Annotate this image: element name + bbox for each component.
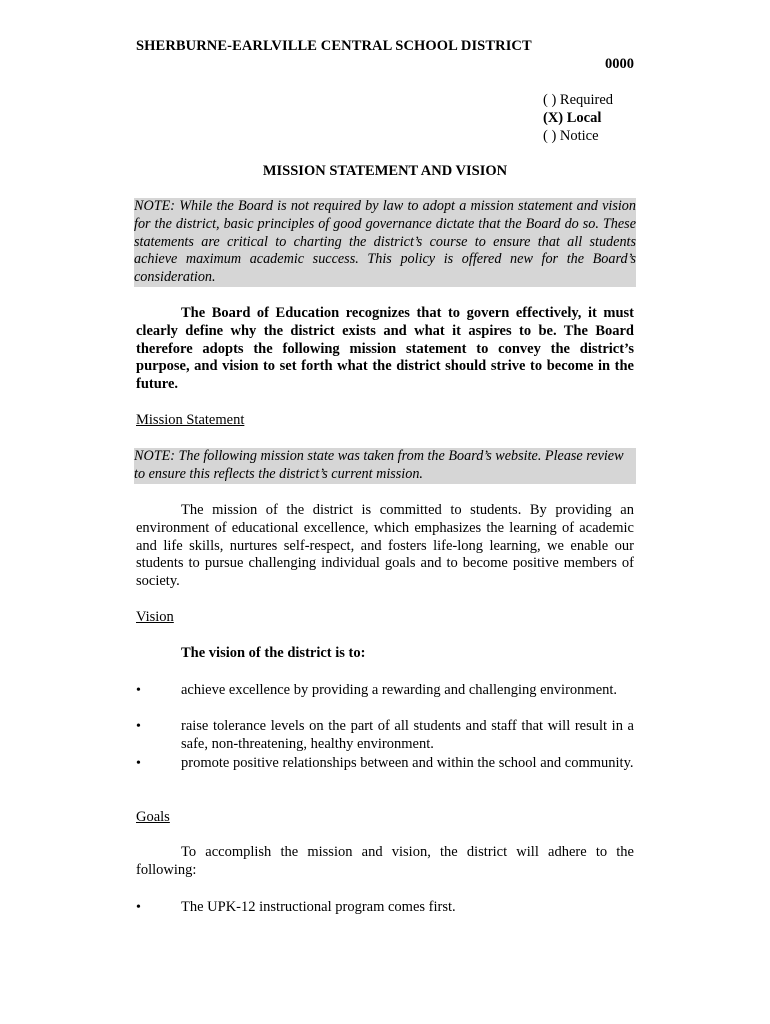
status-required: ( ) Required [543,92,614,108]
bullet-icon: • [136,756,141,771]
vision-intro: The vision of the district is to: [181,645,366,661]
goals-intro: To accomplish the mission and vision, the district will adhere to the following: [136,844,634,878]
vision-item: promote positive relationships between and within the school and community. [181,755,634,771]
board-note: NOTE: While the Board is not required by law to adopt a mission statement and vision for the district, basic principles of good governance dictate that the Board do so. These statements are critical to charting the district’s course to ensure that all students achieve maximum academic success. This policy is offered new for the Board’s consideration. [134,198,636,286]
vision-item: achieve excellence by providing a rewarding and challenging environment. [181,682,618,698]
page-title: MISSION STATEMENT AND VISION [262,163,508,179]
policy-number: 0000 [605,56,634,72]
goals-heading: Goals [136,809,170,825]
goals-item: The UPK-12 instructional program comes first. [181,899,456,915]
bullet-icon: • [136,719,141,734]
vision-heading: Vision [136,609,174,625]
mission-heading: Mission Statement [136,412,245,428]
mission-text: The mission of the district is committed to students. By providing an environment of educational excellence, which emphasizes the learning of academic and life skills, nurtures self-respect, and fosters life-long learning, we enable our students to pursue challenging individual goals and to become positive members of society. [136,502,634,590]
intro-paragraph: The Board of Education recognizes that to govern effectively, it must clearly define why the district exists and what it aspires to be. The Board therefore adopts the following mission statement to convey the district’s purpose, and vision to set forth what the district should strive to become in the future. [136,305,634,393]
district-name: SHERBURNE-EARLVILLE CENTRAL SCHOOL DISTRICT [136,38,532,54]
status-local: (X) Local [543,110,602,126]
bullet-icon: • [136,683,141,698]
status-notice: ( ) Notice [543,128,599,144]
mission-note: NOTE: The following mission state was taken from the Board’s website. Please review to ensure this reflects the district’s current mission. [134,448,636,484]
vision-item: raise tolerance levels on the part of all students and staff that will result in a safe, non-threatening, healthy environment. [181,718,634,752]
bullet-icon: • [136,900,141,915]
